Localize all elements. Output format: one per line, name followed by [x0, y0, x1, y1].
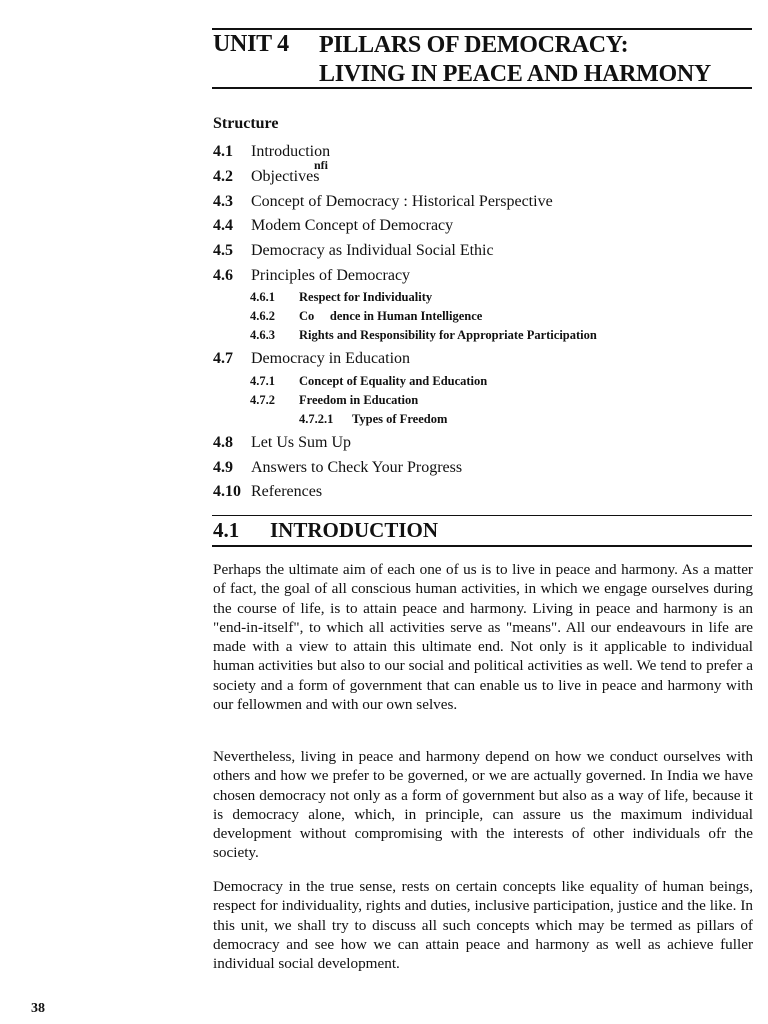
unit-title-line2: LIVING IN PEACE AND HARMONY	[319, 61, 711, 87]
unit-title	[319, 31, 711, 89]
header-top-rule	[212, 28, 752, 30]
toc-label: Objectives	[251, 168, 320, 185]
toc-number: 4.7.2.1	[299, 412, 334, 426]
toc-number: 4.6.2	[250, 309, 275, 323]
toc-number: 4.10	[213, 483, 241, 500]
body-paragraph: Perhaps the ultimate aim of each one of us is to live in peace and harmony. As a matter of fact, the goal of all conscious human activities, in which we engage ourselves during the course of life, is to attain peace and harmony. Living in peace and harmony is an "end-in-itself", to which all activities serve as "means". All our endeavours in life are made with a view to attain this ultimate end. Not only is it applicable to individual human activities but also to our social and political activities as well. We tend to prefer a society and a form of government that can enable us to live in peace and harmony with our fellowmen and with our own selves.	[213, 561, 753, 714]
toc-label: Concept of Democracy : Historical Perspective	[251, 193, 553, 210]
toc-number: 4.6	[213, 267, 233, 284]
toc-label: Freedom in Education	[299, 393, 419, 407]
toc-label: Introduction	[251, 143, 331, 160]
toc-number: 4.5	[213, 242, 233, 259]
ocr-artifact-text: nfi	[314, 158, 329, 172]
toc-label: Co dence in Human Intelligence	[299, 309, 483, 323]
toc-number: 4.6.1	[250, 290, 275, 304]
toc-number: 4.3	[213, 193, 233, 210]
unit-label: UNIT 4	[213, 31, 289, 57]
section-bottom-rule	[212, 545, 752, 547]
section-top-rule	[212, 515, 752, 516]
toc-number: 4.7.1	[250, 374, 275, 388]
toc-number: 4.6.3	[250, 328, 275, 342]
toc-label: References	[251, 483, 323, 500]
toc-number: 4.8	[213, 434, 233, 451]
toc-label: Principles of Democracy	[251, 267, 411, 284]
toc-label: Respect for Individuality	[299, 290, 433, 304]
toc-label: Concept of Equality and Education	[299, 374, 488, 388]
toc-label: Modem Concept of Democracy	[251, 217, 454, 234]
toc-label: Rights and Responsibility for Appropriate Participation	[299, 328, 597, 342]
structure-heading: Structure	[213, 115, 279, 132]
toc-label: Democracy as Individual Social Ethic	[251, 242, 494, 259]
body-paragraph: Nevertheless, living in peace and harmony depend on how we conduct ourselves with others and how we prefer to be governed, or we are actually governed. In India we have chosen democracy not only as a form of government but also as a way of life, because it is democracy alone, which, in principle, can assure us the maximum individual development without compromising with the interests of other individuals ofr the society.	[213, 748, 753, 862]
toc-number: 4.9	[213, 459, 233, 476]
toc-number: 4.4	[213, 217, 233, 234]
unit-title-line1: PILLARS OF DEMOCRACY:	[319, 32, 629, 58]
section-number: 4.1	[213, 518, 240, 542]
toc-label: Types of Freedom	[352, 412, 448, 426]
header-bottom-rule	[212, 87, 752, 89]
toc-number: 4.1	[213, 143, 233, 160]
page-number: 38	[31, 1001, 45, 1016]
toc-label: Answers to Check Your Progress	[251, 459, 463, 476]
section-title: INTRODUCTION	[270, 518, 439, 542]
toc-number: 4.7	[213, 350, 233, 367]
section-heading	[213, 518, 438, 543]
body-paragraph: Democracy in the true sense, rests on certain concepts like equality of human beings, respect for individuality, rights and duties, inclusive participation, justice and the like. In this unit, we shall try to discuss all such concepts which may be termed as pillars of democracy and see how we can attain peace and harmony as well as achieve fuller individual social development.	[213, 878, 753, 973]
toc-label: Democracy in Education	[251, 350, 411, 367]
toc-label: Let Us Sum Up	[251, 434, 351, 451]
toc-number: 4.2	[213, 168, 233, 185]
toc-number: 4.7.2	[250, 393, 275, 407]
